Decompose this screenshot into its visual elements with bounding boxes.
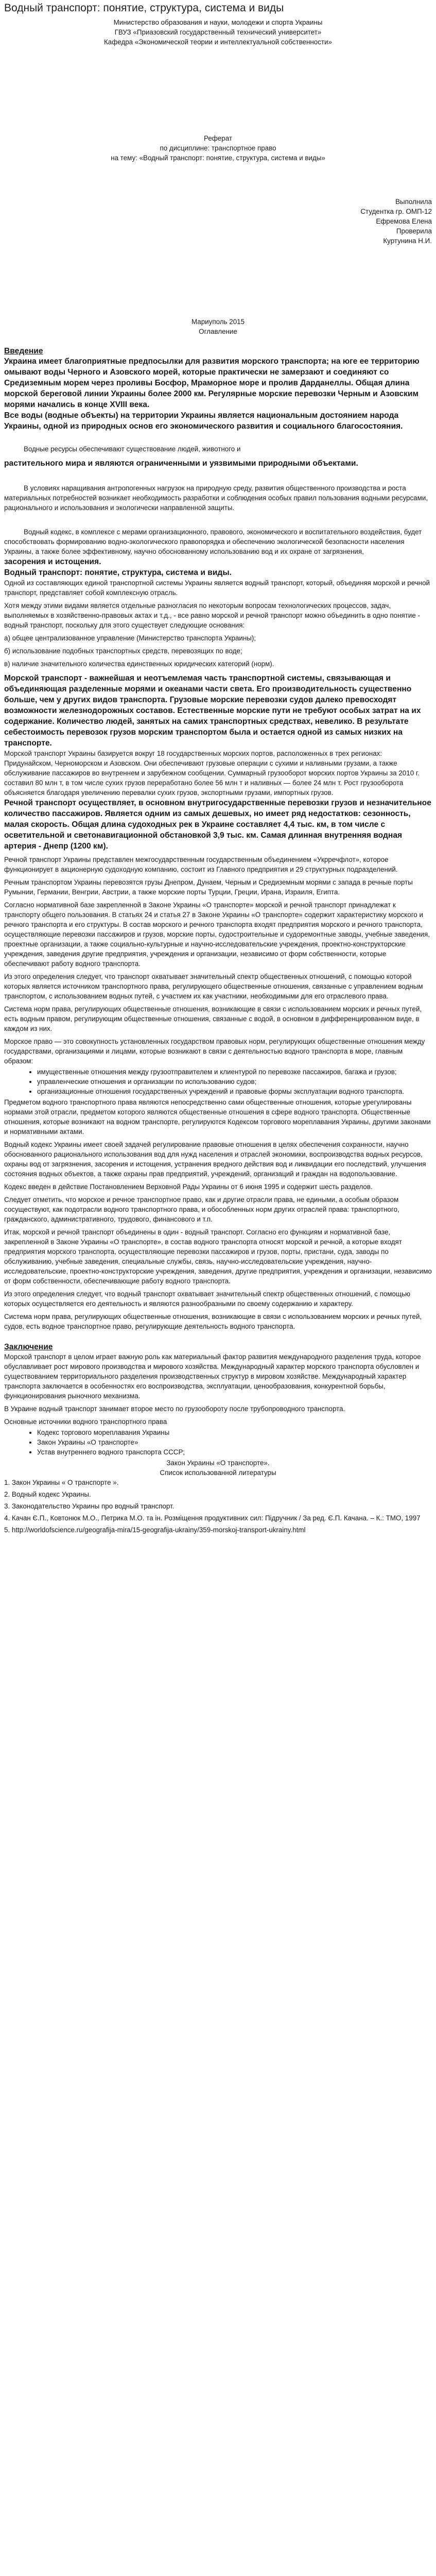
list-item: б) использование подобных транспортных средств, перевозящих по воде; (4, 647, 242, 655)
conclusion-paragraph: Закон Украины «О транспорте». (166, 1459, 270, 1467)
section-paragraph: Водный кодекс Украины имеет своей задачей регулирование правовые отношения в целях обеспечения сохранности, научно обоснованного рационального использования вод для нужд населения и отраслей экономики, воспроизводства водных ресурсов, охраны вод от загрязнения, засорения и истощения, устранения вредного действия вод и ликвидации его последствий, улучшения состояния водных объектов, а также охраны прав предприятий, учреждений, организаций и граждан на водопользование. (4, 1141, 426, 1178)
conclusion-heading: Заключение (4, 1343, 53, 1351)
reference-item: 5. http://worldofscience.ru/geografija-mira/15-geografija-ukrainy/359-morskoj-transport-ukrainy.html (4, 1526, 306, 1534)
author-line: Ефремова Елена (376, 217, 432, 225)
intro-paragraph: Водные ресурсы обеспечивают существование людей, животного и (24, 445, 241, 453)
section-paragraph: Итак, морской и речной транспорт объединены в один - водный транспорт. Согласно его функциям и нормативной базе, закрепленной в Законе Украины «О транспорте», в состав водного транспорта относят морской и речной, а которые входят предприятия морского транспорта, осуществляющие перевозки пассажиров и грузов, порты, пристани, суда, заводы по обслуживанию, учебные заведения, специальные службы, связь, научно-исследовательские учреждения, научно-исследовательские, проектно-конструкторские учреждения, заведения, другие предприятия, учреждения и организации, независимо от форм собственности, обеспечивающие работу водного транспорта. (4, 1228, 432, 1285)
section-paragraph: Морское право — это совокупность установленных государством правовых норм, регулирующих общественные отношения между государствами, организациями и лицами, которые возникают в связи с деятельностью водного транспорта в море, главным образом: (4, 1038, 425, 1065)
list-item: • организационные отношения государственных учреждений и правовые формы эксплуатации водного транспорта. (37, 1087, 432, 1096)
references-label: Список использованной литературы (160, 1469, 276, 1477)
city-year: Мариуполь 2015 (191, 318, 245, 326)
list-item: а) общее централизованное управление (Министерство транспорта Украины); (4, 634, 256, 642)
conclusion-paragraph: Основные источники водного транспортного права (4, 1418, 167, 1426)
list-item: • имущественные отношения между грузоотправителем и клиентурой по перевозке пассажиров, багажа и грузов; (37, 1067, 432, 1077)
author-line: Выполнила (395, 198, 432, 206)
intro-paragraph-bold: засорения и истощения. (4, 557, 101, 566)
list-item: • Кодекс торгового мореплавания Украины (37, 1428, 432, 1437)
section-paragraph: Из этого определения следует, что транспорт охватывает значительный спектр общественных отношений, с помощью которой которых является источником транспортного права, регулирующего общественные отношения, связанные с управлением водным транспортом, с использованием водных путей, с участием их как участники, необходимыми для его отраслевого права. (4, 973, 423, 1000)
section-paragraph: Речной транспорт Украины представлен межгосударственным государственным объединением «Укрречфлот», которое функционирует в акционерную судоходную компанию, состоит из Главного предприятия и 29 структурных подразделений. (4, 856, 398, 873)
section-paragraph-bold: Морской транспорт - важнейшая и неотъемлемая часть транспортной системы, связывающая и объединяющая разделенные морями и океанами части света. Его производительность существенно больше, чем у других видов транспорта. Грузовые морские перевозки судов далеко превосходят возможности железнодорожных составов. Естественные морские пути не требуют особых затрат на их содержание. Количество людей, занятых на самих транспортных средствах, невелико. В результате себестоимость перевозок грузов морским транспортом была и остается одной из самых низких на транспорте. (4, 674, 421, 748)
intro-paragraph: Водный кодекс, в комплексе с мерами организационного, правового, экономического и воспитательного воздействия, будет способствовать формированию водно-экологического правопорядка и обеспечению экологической безопасности населения Украины, а также более эффективному, научно обоснованному использованию вод и их охране от загрязнения, (4, 528, 422, 555)
conclusion-paragraph: В Украине водный транспорт занимает второе место по грузообороту после трубопроводного транспорта. (4, 1405, 345, 1413)
section-paragraph: Следует отметить, что морское и речное транспортное право, как и другие отрасли права, не едиными, а особым образом сосуществуют, как подотрасли водного транспортного права, и обособленных норм других отраслей права: транспортного, гражданского, административного, трудового, финансового и т.п. (4, 1196, 399, 1223)
section-paragraph: Согласно нормативной базе закрепленной в Законе Украины «О транспорте» морской и речной транспорт принадлежат к транспорту общего пользования. В статьях 24 и статья 27 в Законе Украины «О транспорте» содержит характеристику морского и речного транспорта и его структуры. В состав морского и речного транспорта входят предприятия морского и речного транспорта, осуществляющие перевозки пассажиров и грузов, морские порты, судостроительные и судоремонтные заводы, учебные заведения, проектные организации, а также социально-культурные и научно-исследовательские учреждения, проектно-конструкторские учреждения, заведения другие предприятия, учреждения и организации, независимо от форм собственности, которые обеспечивают работу водного транспорта. (4, 901, 430, 968)
reference-item: 1. Закон Украины « О транспорте ». (4, 1479, 119, 1486)
report-discipline: по дисциплине: транспортное право (160, 144, 276, 152)
list-item: • Устав внутреннего водного транспорта СССР; (37, 1447, 432, 1457)
section-paragraph: Из этого определения следует, что водный транспорт охватывает значительный спектр общественных отношений, с помощью которых осуществляется его деятельность и являются разнообразными по своему содержанию и характеру. (4, 1290, 411, 1308)
section-paragraph: Речным транспортом Украины перевозятся грузы Днепром, Дунаем, Черным и Средиземным морями с запада в речные порты Румынии, Германии, Венгрии, Австрии, а также морские порты Турции, Греции, Ирана, Израиля, Египта. (4, 878, 413, 896)
toc-label: Оглавление (199, 328, 237, 335)
report-topic: на тему: «Водный транспорт: понятие, структура, система и виды» (111, 154, 325, 162)
section-heading: Водный транспорт: понятие, структура, система и виды. (4, 568, 232, 577)
section-paragraph: Хотя между этими видами является отдельные разногласия по некоторым вопросам технологических процессов, задач, выполняемых в хозяйственно-правовых актах и т.д., - все равно морской и речной транспорт можно объединить в одно понятие - водный транспорт, поскольку для этого существует следующие основания: (4, 602, 421, 629)
author-line: Проверила (396, 227, 432, 235)
section-paragraph: Система норм права, регулирующих общественные отношения, возникающие в связи с использованием морских и речных путей, есть водным правом, регулирующим общественные отношения, связанные с водой, в основном в дифференцированном виде, в каждом из них. (4, 1005, 422, 1032)
header-line-ministry: Министерство образования и науки, молодежи и спорта Украины (113, 19, 323, 26)
bullet-list (4, 1067, 432, 1096)
header-line-department: Кафедра «Экономической теории и интеллектуальной собственности» (104, 38, 332, 46)
section-paragraph: Морской транспорт Украины базируется вокруг 18 государственных морских портов, расположенных в трех регионах: Придунайском, Черноморском и Азовском. Они обеспечивают грузовые операции с сухими и наливными грузами, а также обслуживание пассажиров во внутреннем и зарубежном сообщении. Суммарный грузооборот морских портов Украины за 2010 г. составил 80 млн т, в том числе сухих грузов переработано более 56 млн т и наливных — более 24 млн т. Рост грузооборота объясняется благодаря увеличению перевалки сухих грузов, экспортными грузами, импортных грузов. (4, 750, 420, 796)
section-paragraph-bold: Речной транспорт осуществляет, в основном внутригосударственные перевозки грузов и незначительное количество пассажиров. Является одним из самых дешевых, но имеет ряд недостатков: сезонность, малая скорость. Общая длина судоходных рек в Украине составляет 4,4 тыс. км, в том числе с осветительной и светонавигационной обстановкой 3,9 тыс. км. Самая длинная внутренняя водная артерия - Днепр (1200 км). (4, 799, 431, 851)
conclusion-paragraph: Морской транспорт в целом играет важную роль как материальный фактор развития международного разделения труда, которое обуславливает рост мирового производства и мирового хозяйства. Международный характер морского транспорта обусловлен и существованием территориального разделения производственных структур в мировом хозяйстве. Международный характер транспорта заключается в особенностях его воспроизводства, эксплуатации, ценообразования, конкурентной борьбы, функционирования рыночного механизма. (4, 1353, 421, 1400)
reference-item: 4. Качан Є.П., Ковтонюк М.О., Петрика М.О. та ін. Розміщення продуктивних сил: Підручник / За ред. Є.П. Качана. – К.: ТМО, 1997 (4, 1514, 421, 1522)
section-paragraph: Одной из составляющих единой транспортной системы Украины является водный транспорт, который, объединяя морской и речной транспорт, представляет собой комплексную отрасль. (4, 579, 430, 597)
author-line: Куртунина Н.И. (383, 237, 432, 245)
intro-heading: Введение (4, 347, 43, 355)
reference-item: 3. Законодательство Украины про водный транспорт. (4, 1502, 175, 1510)
report-label: Реферат (204, 134, 232, 142)
list-item: в) наличие значительного количества единственных юридических категорий (норм). (4, 660, 274, 668)
section-paragraph: Предметом водного транспортного права являются непосредственно сами общественные отношения, которые урегулированы нормами этой отрасли, предметом которого являются общественные отношения в сфере водного транспорта. Общественные отношения, которые возникают на водном транспорте, регулируются Кодексом торгового мореплавания Украины, другими законами и нормативными актами. (4, 1098, 431, 1136)
header-line-university: ГВУЗ «Приазовский государственный технический университет» (114, 28, 322, 36)
bullet-list (4, 1428, 432, 1457)
author-line: Студентка гр. ОМП-12 (360, 208, 432, 215)
section-paragraph: Кодекс введен в действие Постановлением Верховной Рады Украины от 6 июня 1995 и содержит шесть разделов. (4, 1183, 373, 1191)
list-item: • Закон Украины «О транспорте» (37, 1437, 432, 1447)
intro-paragraph-bold: растительного мира и являются ограниченными и уязвимыми природными объектами. (4, 459, 358, 468)
reference-item: 2. Водный кодекс Украины. (4, 1490, 91, 1498)
list-item: • управленческие отношения и организации по использованию судов; (37, 1077, 432, 1087)
intro-paragraph-bold: Все воды (водные объекты) на территории Украины является национальным достоянием народа Украины, одной из природных основ его экономического развития и социального благосостояния. (4, 411, 403, 431)
intro-paragraph: В условиях наращивания антропогенных нагрузок на природную среду, развития общественного производства и роста материальных потребностей возникает необходимость разработки и соблюдения особых правил пользования водными ресурсами, рационального и использования и экологически направленной защиты. (4, 484, 428, 512)
page-title: Водный транспорт: понятие, структура, система и виды (4, 2, 284, 14)
section-paragraph: Система норм права, регулирующих общественные отношения, возникающие в связи с использованием морских и речных путей, судов, есть водное транспортное право, регулирующие деятельность водного транспорта. (4, 1313, 422, 1330)
intro-paragraph-bold: Украина имеет благоприятные предпосылки для развития морского транспорта; на юге ее территорию омывают воды Черного и Азовского морей, которые практически не замерзают и соединяют со Средиземным морем через проливы Босфор, Мраморное море и пролив Дарданеллы. Общая длина морской береговой линии Украины более 2000 км. Регулярные морские перевозки Черным и Азовским морями начались в конце XVIII века. (4, 357, 420, 409)
